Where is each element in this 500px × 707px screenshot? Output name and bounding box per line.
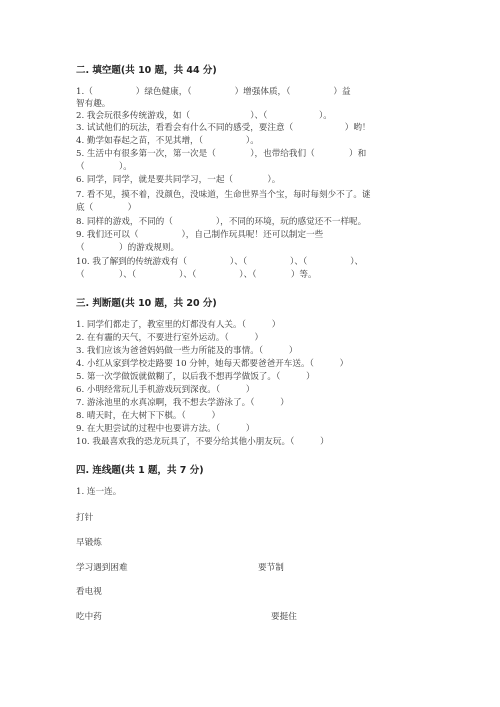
true-false-item: 10. 我最喜欢我的恐龙玩具了，不要分给其他小朋友玩。（ ） bbox=[76, 437, 329, 447]
section-title-true-false: 三. 判断题(共 10 题，共 20 分) bbox=[76, 298, 217, 309]
true-false-item: 7. 游泳池里的水真凉啊，我不想去学游泳了。（ ） bbox=[76, 398, 289, 408]
fill-blank-line: （ ）。 bbox=[76, 162, 132, 172]
matching-right-item[interactable]: 要挺住 bbox=[271, 612, 297, 622]
true-false-item: 9. 在大胆尝试的过程中也要讲方法。（ ） bbox=[76, 424, 255, 434]
fill-blank-line: 底（ ） bbox=[76, 203, 137, 213]
fill-blank-line: 7. 看不见，摸不着，没颜色，没味道，生命世界当个宝，每时每刻少不了。谜 bbox=[76, 190, 371, 200]
fill-blank-line: 1.（ ）绿色健康，（ ）增强体质，（ ）益 bbox=[76, 87, 351, 97]
true-false-item: 3. 我们应该为爸爸妈妈做一些力所能及的事情。（ ） bbox=[76, 346, 298, 356]
fill-blank-line: 3. 试试他们的玩法，看看会有什么不同的感受，要注意（ ）哟！ bbox=[76, 123, 371, 133]
fill-blank-line: 智有趣。 bbox=[76, 99, 111, 109]
matching-right-item[interactable]: 要节制 bbox=[258, 563, 284, 573]
section-title-fill-blank: 二. 填空题(共 10 题，共 44 分) bbox=[76, 65, 217, 76]
matching-left-item[interactable]: 学习遇到困难 bbox=[76, 563, 128, 573]
matching-left-item[interactable]: 吃中药 bbox=[76, 612, 102, 622]
matching-left-item[interactable]: 早锻炼 bbox=[76, 538, 102, 548]
true-false-item: 8. 晴天时，在大树下下棋。（ ） bbox=[76, 411, 221, 421]
fill-blank-line: （ ）、（ ）、（ ）、（ ）等。 bbox=[76, 270, 317, 280]
matching-left-item[interactable]: 打针 bbox=[76, 513, 94, 523]
true-false-item: 4. 小红从家到学校走路要 10 分钟，她每天都要爸爸开车送。（ ） bbox=[76, 359, 349, 369]
fill-blank-line: 9. 我们还可以（ ），自己制作玩具呢！还可以制定一些 bbox=[76, 230, 324, 240]
true-false-item: 1. 同学们都走了，教室里的灯都没有人关。（ ） bbox=[76, 320, 281, 330]
matching-left-item[interactable]: 看电视 bbox=[76, 587, 102, 597]
fill-blank-line: 4. 勤学如春起之苗，不见其增，（ ）。 bbox=[76, 136, 259, 146]
true-false-item: 2. 在有霾的天气，不要进行室外运动。（ ） bbox=[76, 333, 264, 343]
fill-blank-line: 10. 我了解到的传统游戏有（ ）、（ ）、（ ）、 bbox=[76, 257, 364, 267]
true-false-item: 5. 第一次学做饭就做糊了，以后我不想再学做饭了。（ ） bbox=[76, 372, 315, 382]
fill-blank-line: 8. 同样的游戏，不同的（ ），不同的环境，玩的感觉还不一样呢。 bbox=[76, 217, 367, 227]
fill-blank-line: 6. 同学，同学，就是要共同学习，一起（ ）。 bbox=[76, 175, 281, 185]
matching-question: 1. 连一连。 bbox=[76, 487, 122, 497]
true-false-item: 6. 小明经常玩儿手机游戏玩到深夜。（ ） bbox=[76, 385, 255, 395]
section-title-matching: 四. 连线题(共 1 题，共 7 分) bbox=[76, 465, 204, 476]
fill-blank-line: 2. 我会玩很多传统游戏，如（ ）、（ ）。 bbox=[76, 111, 332, 121]
fill-blank-line: 5. 生活中有很多第一次，第一次是（ ），也带给我们（ ）和 bbox=[76, 149, 367, 159]
fill-blank-line: （ ）的游戏规则。 bbox=[76, 243, 180, 253]
